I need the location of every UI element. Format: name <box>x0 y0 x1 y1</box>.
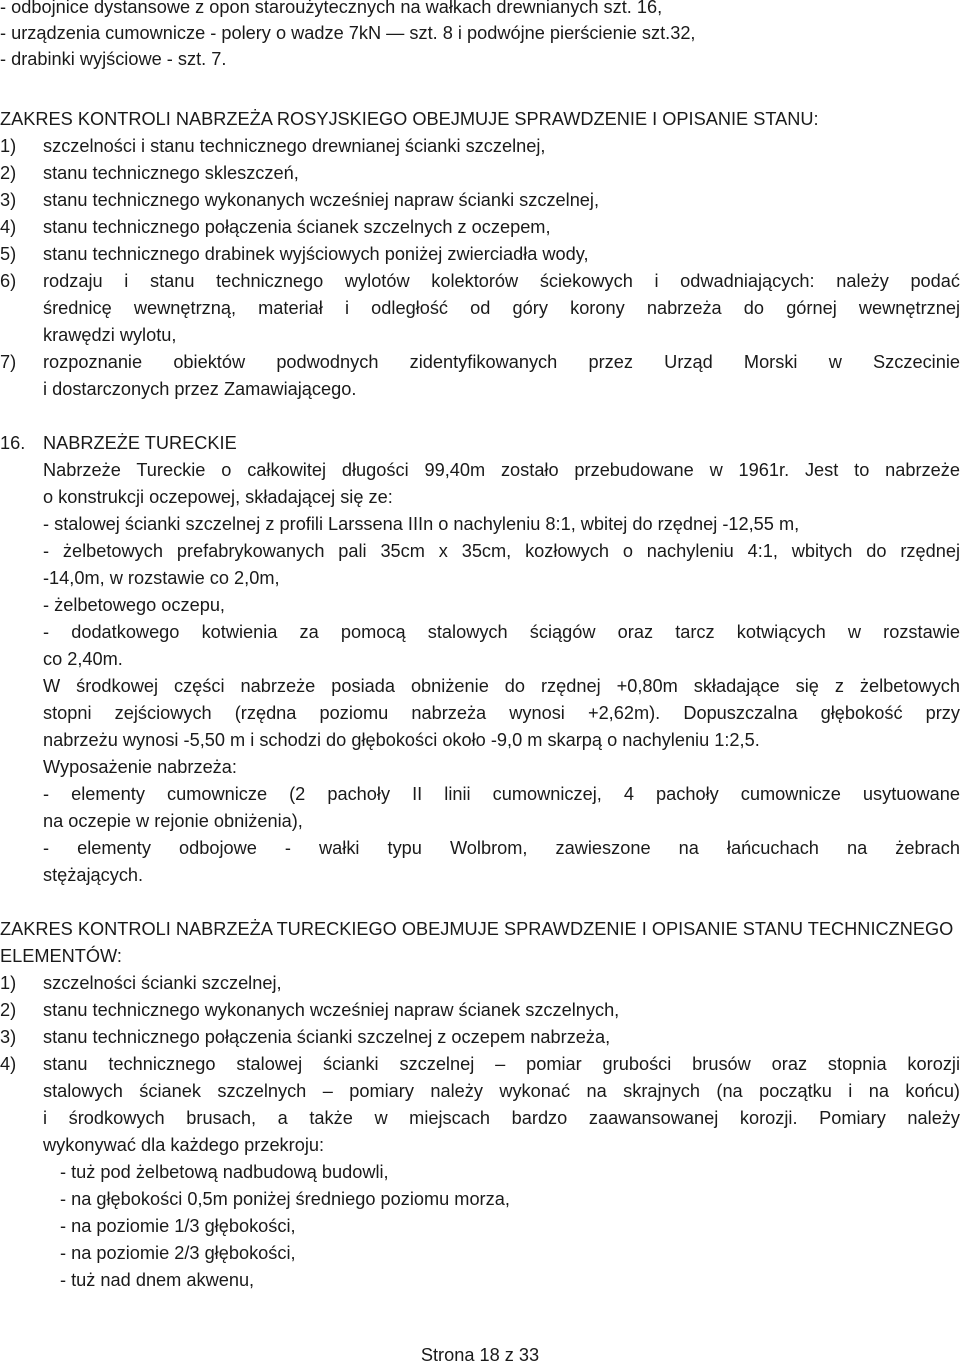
paragraph-line: o konstrukcji oczepowej, składającej się ze: <box>43 487 393 507</box>
paragraph-line: co 2,40m. <box>43 649 123 669</box>
section-title: NABRZEŻE TURECKIE <box>43 433 237 453</box>
list-number: 1) <box>0 136 17 156</box>
list-item: rodzaju i stanu technicznego wylotów kolektorów ściekowych i odwadniających: należy podać <box>43 271 960 291</box>
list-number: 3) <box>0 190 17 210</box>
paragraph-line: - elementy odbojowe - wałki typu Wolbrom, zawieszone na łańcuchach na żebrach <box>43 838 960 858</box>
list-item: stalowych ścianek szczelnych – pomiary należy wykonać na skrajnych (na początku i na końcu) <box>43 1081 960 1101</box>
paragraph-line: stężających. <box>43 865 144 885</box>
paragraph-line: -14,0m, w rozstawie co 2,0m, <box>43 568 280 588</box>
paragraph-line: stopni zejściowych (rzędna poziomu nabrzeża wynosi +2,62m). Dopuszczalna głębokość przy <box>43 703 960 723</box>
paragraph-line: nabrzeżu wynosi -5,50 m i schodzi do głębokości około -9,0 m skarpą o nachyleniu 1:2,5. <box>43 730 760 750</box>
sub-list-item: - tuż pod żelbetową nadbudową budowli, <box>60 1162 389 1182</box>
section-heading: ZAKRES KONTROLI NABRZEŻA ROSYJSKIEGO OBEJMUJE SPRAWDZENIE I OPISANIE STANU: <box>0 109 819 129</box>
list-number: 7) <box>0 352 17 372</box>
section-number: 16. <box>0 433 26 453</box>
paragraph-line: Wyposażenie nabrzeża: <box>43 757 237 777</box>
list-item: stanu technicznego połączenia ścianki szczelnej z oczepem nabrzeża, <box>43 1027 611 1047</box>
list-item: krawędzi wylotu, <box>43 325 177 345</box>
equipment-line: - urządzenia cumownicze - polery o wadze 7kN — szt. 8 i podwójne pierścienie szt.32, <box>0 23 696 43</box>
list-number: 2) <box>0 163 17 183</box>
list-item: szczelności ścianki szczelnej, <box>43 973 282 993</box>
list-number: 1) <box>0 973 17 993</box>
section-heading: ZAKRES KONTROLI NABRZEŻA TURECKIEGO OBEJMUJE SPRAWDZENIE I OPISANIE STANU TECHNICZNEGO <box>0 919 954 939</box>
list-item: stanu technicznego drabinek wyjściowych poniżej zwierciadła wody, <box>43 244 589 264</box>
list-item: i środkowych brusach, a także w miejscach bardzo zaawansowanej korozji. Pomiary należy <box>43 1108 960 1128</box>
paragraph-line: - żelbetowego oczepu, <box>43 595 225 615</box>
equipment-line: - odbojnice dystansowe z opon staroużytecznych na wałkach drewnianych szt. 16, <box>0 0 663 17</box>
list-number: 4) <box>0 1054 17 1074</box>
list-number: 5) <box>0 244 17 264</box>
list-number: 2) <box>0 1000 17 1020</box>
list-item: średnicę wewnętrzną, materiał i odległość od góry korony nabrzeża do górnej wewnętrznej <box>43 298 960 318</box>
section-heading: ELEMENTÓW: <box>0 946 122 966</box>
sub-list-item: - na poziomie 2/3 głębokości, <box>60 1243 296 1263</box>
paragraph-line: - stalowej ścianki szczelnej z profili Larssena IIIn o nachyleniu 8:1, wbitej do rzędnej -12,55 m, <box>43 514 800 534</box>
paragraph-line: na oczepie w rejonie obniżenia), <box>43 811 303 831</box>
list-number: 3) <box>0 1027 17 1047</box>
paragraph-line: - żelbetowych prefabrykowanych pali 35cm x 35cm, kozłowych o nachyleniu 4:1, wbitych do rzędnej <box>43 541 960 561</box>
list-item: rozpoznanie obiektów podwodnych zidentyfikowanych przez Urząd Morski w Szczecinie <box>43 352 960 372</box>
paragraph-line: - elementy cumownicze (2 pachoły II linii cumowniczej, 4 pachoły cumownicze usytuowane <box>43 784 960 804</box>
sub-list-item: - na poziomie 1/3 głębokości, <box>60 1216 296 1236</box>
list-item: szczelności i stanu technicznego drewnianej ścianki szczelnej, <box>43 136 546 156</box>
sub-list-item: - na głębokości 0,5m poniżej średniego poziomu morza, <box>60 1189 510 1209</box>
sub-list-item: - tuż nad dnem akwenu, <box>60 1270 255 1290</box>
list-number: 4) <box>0 217 17 237</box>
list-item: stanu technicznego wykonanych wcześniej napraw ścianki szczelnej, <box>43 190 600 210</box>
paragraph-line: W środkowej części nabrzeże posiada obniżenie do rzędnej +0,80m składające się z żelbetowych <box>43 676 960 696</box>
list-item: stanu technicznego skleszczeń, <box>43 163 299 183</box>
paragraph-line: Nabrzeże Tureckie o całkowitej długości 99,40m zostało przebudowane w 1961r. Jest to nabrzeże <box>43 460 960 480</box>
paragraph-line: - dodatkowego kotwienia za pomocą stalowych ściągów oraz tarcz kotwiących w rozstawie <box>43 622 960 642</box>
list-item: stanu technicznego połączenia ścianek szczelnych z oczepem, <box>43 217 551 237</box>
equipment-line: - drabinki wyjściowe - szt. 7. <box>0 49 227 69</box>
list-number: 6) <box>0 271 17 291</box>
list-item: i dostarczonych przez Zamawiającego. <box>43 379 357 399</box>
list-item: stanu technicznego wykonanych wcześniej napraw ścianek szczelnych, <box>43 1000 620 1020</box>
page-number-footer: Strona 18 z 33 <box>420 1345 540 1365</box>
list-item: wykonywać dla każdego przekroju: <box>43 1135 325 1155</box>
list-item: stanu technicznego stalowej ścianki szczelnej – pomiar grubości brusów oraz stopnia korozji <box>43 1054 960 1074</box>
